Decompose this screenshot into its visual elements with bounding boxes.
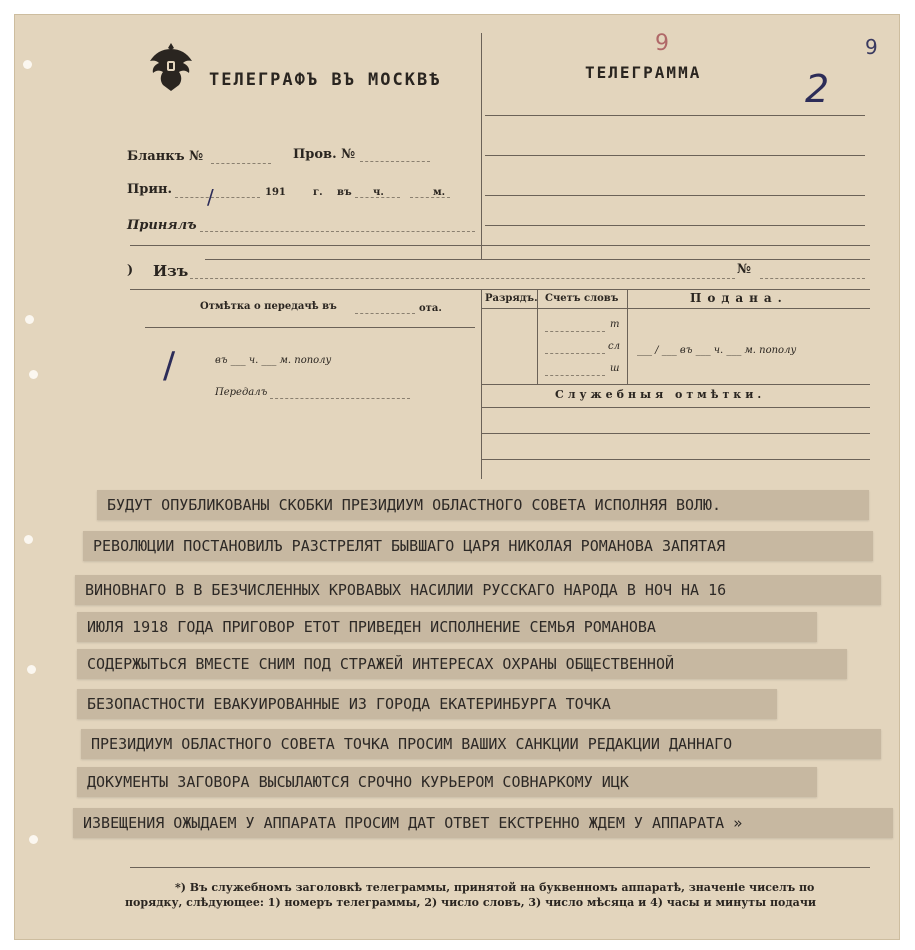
- rule: [481, 384, 870, 385]
- prov-label: Пров. №: [293, 147, 356, 162]
- rule: [481, 459, 870, 460]
- rule: [485, 115, 865, 116]
- iz-number-field: [760, 278, 865, 279]
- peredal-label: Передалъ: [215, 387, 268, 398]
- rule: [130, 867, 870, 868]
- tape-strip: ИЮЛЯ 1918 ГОДА ПРИГОВОР ЕТОТ ПРИВЕДЕН ИСПОЛНЕНИЕ СЕМЬЯ РОМАНОВА: [77, 612, 817, 642]
- word-letter-sl: сл: [608, 341, 620, 352]
- rule: [481, 407, 870, 408]
- tape-strip: БУДУТ ОПУБЛИКОВАНЫ СКОБКИ ПРЕЗИДИУМ ОБЛАСТНОГО СОВЕТА ИСПОЛНЯЯ ВОЛЮ.: [97, 490, 869, 520]
- podana-label: Подана.: [690, 291, 788, 305]
- telegram-form: [14, 14, 900, 940]
- blank-field: [211, 163, 271, 164]
- rule: [130, 245, 870, 246]
- word-field: [545, 353, 605, 354]
- eagle-emblem-icon: [146, 39, 196, 95]
- rule: [485, 195, 865, 196]
- podana-time: ___ / ___ въ ___ ч. ___ м. пополу: [637, 345, 797, 356]
- razryad-label: Разрядъ.: [485, 293, 538, 304]
- corner-number: 9: [865, 35, 878, 59]
- otmetka-ota: ота.: [419, 303, 442, 314]
- otmetka-label: Отмѣтка о передачѣ въ: [200, 301, 337, 312]
- peredal-field: [270, 398, 410, 399]
- rule: [485, 225, 865, 226]
- tape-strip: ВИНОВНАГО В В БЕЗЧИСЛЕННЫХ КРОВАВЫХ НАСИЛИИ РУССКАГО НАРОДА В НОЧ НА 16: [75, 575, 881, 605]
- prin-g: г.: [313, 187, 323, 198]
- iz-label: Изъ: [153, 262, 189, 280]
- prin-min-field: [410, 197, 450, 198]
- tape-strip: ПРЕЗИДИУМ ОБЛАСТНОГО СОВЕТА ТОЧКА ПРОСИМ ВАШИХ САНКЦИИ РЕДАКЦИИ ДАННАГО: [81, 729, 881, 759]
- punch-hole: [29, 370, 38, 379]
- prin-v: въ: [337, 187, 352, 198]
- iz-number-label: №: [737, 262, 752, 277]
- punch-hole: [23, 60, 32, 69]
- table-divider: [627, 289, 628, 384]
- prin-ch: ч.: [373, 187, 384, 198]
- punch-hole: [25, 315, 34, 324]
- word-field: [545, 331, 605, 332]
- service-label: Служебныя отмѣтки.: [555, 388, 766, 401]
- rule: [130, 289, 870, 290]
- rule: [481, 433, 870, 434]
- punch-hole: [27, 665, 36, 674]
- passed-slash: /: [163, 345, 176, 386]
- rule: [481, 308, 870, 309]
- passed-time: въ ___ ч. ___ м. пополу: [215, 355, 332, 366]
- form-title: ТЕЛЕГРАММА: [585, 63, 702, 82]
- schet-label: Счетъ словъ: [545, 293, 619, 304]
- otmetka-field: [355, 313, 415, 314]
- iz-paren: ): [127, 263, 134, 278]
- iz-field: [190, 278, 735, 279]
- prov-field: [360, 161, 430, 162]
- tape-strip: РЕВОЛЮЦИИ ПОСТАНОВИЛЪ РАЗСТРЕЛЯТ БЫВШАГО ЦАРЯ НИКОЛАЯ РОМАНОВА ЗАПЯТАЯ: [83, 531, 873, 561]
- prin-m: м.: [433, 187, 446, 198]
- tape-strip: ИЗВЕЩЕНИЯ ОЖЫДАЕМ У АППАРАТА ПРОСИМ ДАТ ОТВЕТ ЕКСТРЕННО ЖДЕМ У АППАРАТА »: [73, 808, 893, 838]
- punch-hole: [29, 835, 38, 844]
- handwritten-number: 2: [805, 67, 830, 111]
- office-title: ТЕЛЕГРАФЪ ВЪ МОСКВѢ: [209, 70, 442, 90]
- word-letter-t: т: [610, 319, 620, 330]
- rule: [485, 155, 865, 156]
- rule: [205, 259, 870, 260]
- prin-field: [175, 197, 260, 198]
- tape-strip: БЕЗОПАСТНОСТИ ЕВАКУИРОВАННЫЕ ИЗ ГОРОДА ЕКАТЕРИНБУРГА ТОЧКА: [77, 689, 777, 719]
- footnote-line-2: порядку, слѣдующее: 1) номеръ телеграммы, 2) число словъ, 3) число мѣсяца и 4) часы и минуты подачи: [125, 896, 817, 909]
- blank-label: Бланкъ №: [127, 149, 204, 164]
- word-letter-sh: ш: [610, 363, 620, 374]
- punch-hole: [24, 535, 33, 544]
- word-field: [545, 375, 605, 376]
- prin-year: 191: [265, 187, 286, 198]
- tape-strip: ДОКУМЕНТЫ ЗАГОВОРА ВЫСЫЛАЮТСЯ СРОЧНО КУРЬЕРОМ СОВНАРКОМУ ИЦК: [77, 767, 817, 797]
- prinyal-label: Принялъ: [127, 218, 197, 233]
- footnote-line-1: *) Въ служебномъ заголовкѣ телеграммы, принятой на буквенномъ аппаратѣ, значеніе чиселъ по: [175, 881, 815, 894]
- corner-number-red: 9: [655, 31, 669, 56]
- rule: [145, 327, 475, 328]
- prin-label: Прин.: [127, 182, 173, 197]
- tape-strip: СОДЕРЖЫТЬСЯ ВМЕСТЕ СНИМ ПОД СТРАЖЕЙ ИНТЕРЕСАХ ОХРАНЫ ОБЩЕСТВЕННОЙ: [77, 649, 847, 679]
- header-divider: [481, 33, 482, 259]
- prin-slash: /: [207, 185, 214, 209]
- prinyal-field: [200, 231, 475, 232]
